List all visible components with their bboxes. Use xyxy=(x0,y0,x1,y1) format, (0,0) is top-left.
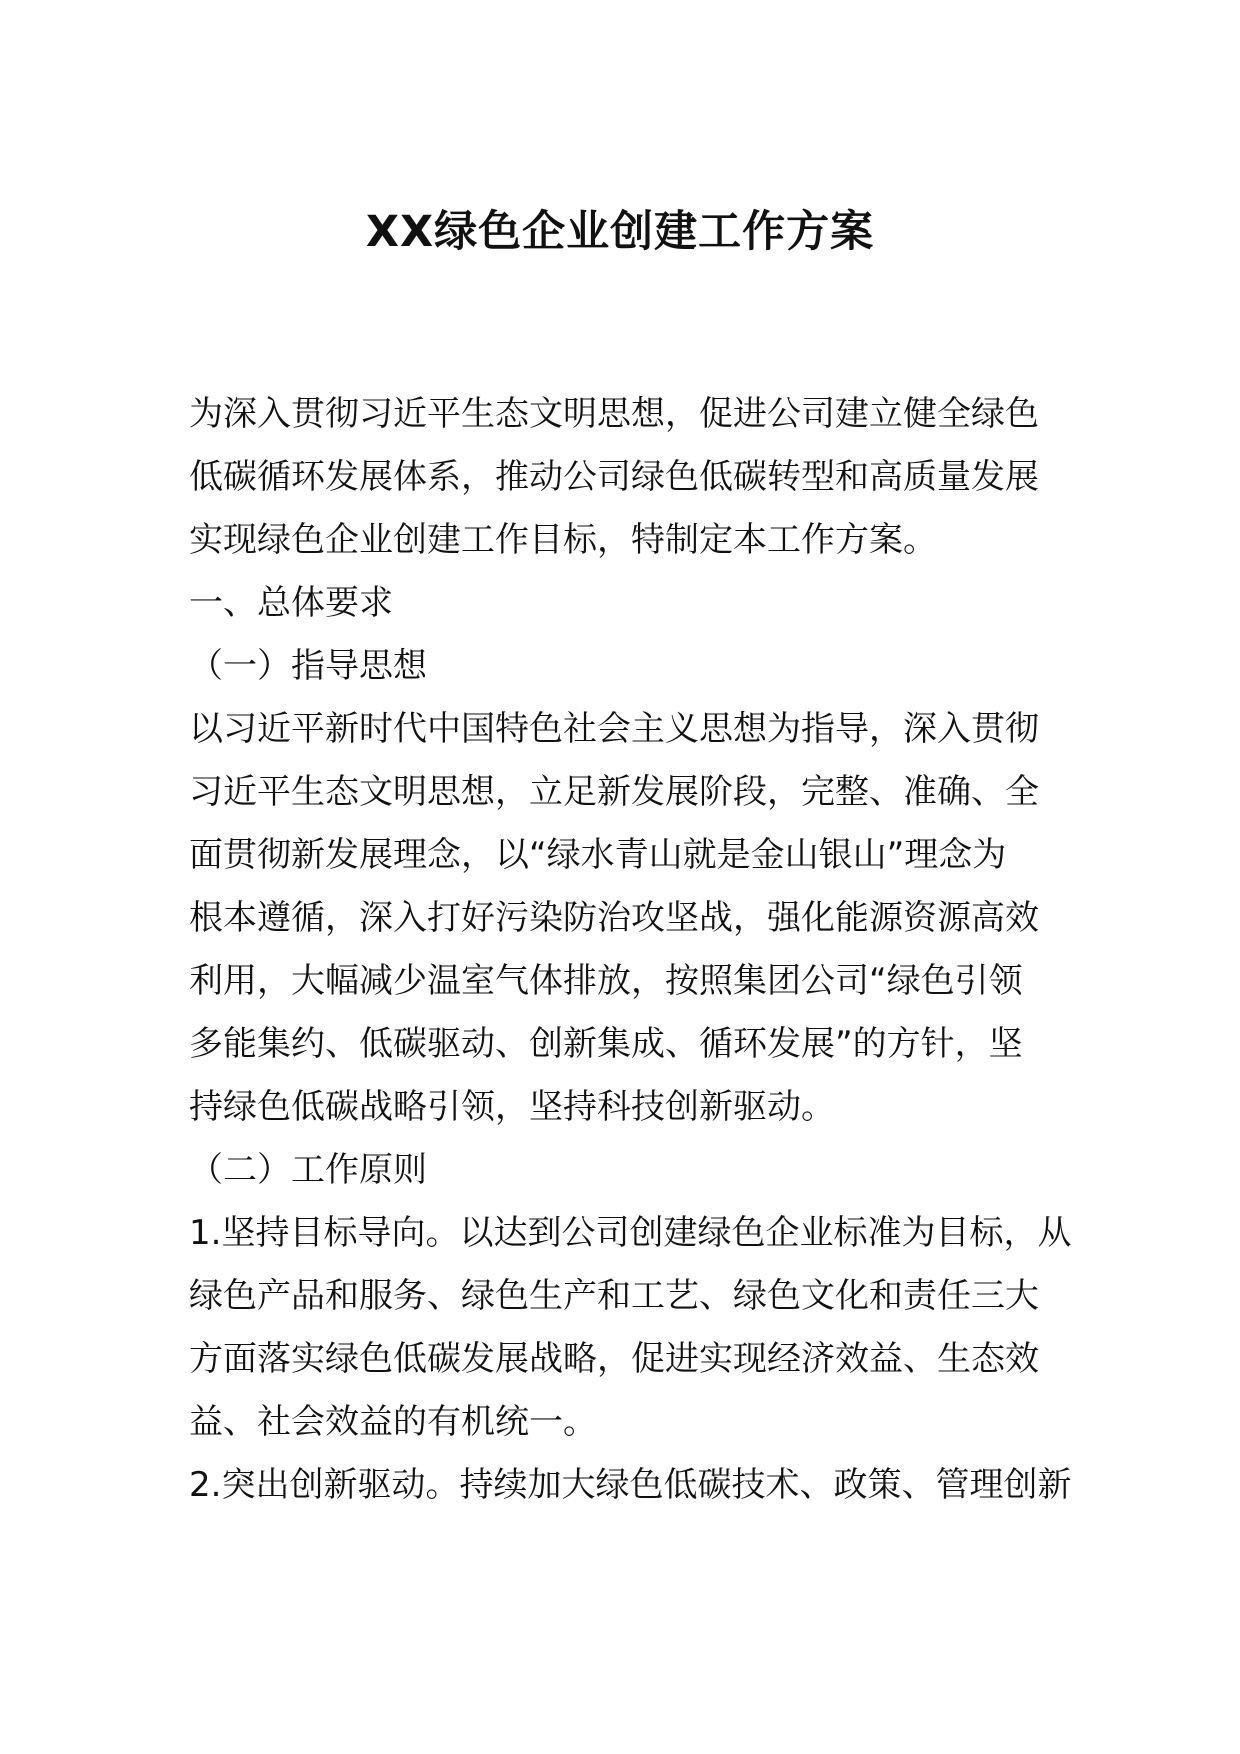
guiding-ideology-line-1: 以习近平新时代中国特色社会主义思想为指导，深入贯彻 xyxy=(189,709,1039,749)
guiding-ideology-line-3: 面贯彻新发展理念，以“绿水青山就是金山银山”理念为 xyxy=(189,835,1007,875)
subsection-heading-work-principles: （二）工作原则 xyxy=(189,1150,427,1190)
principle-1-line-1: 1.坚持目标导向。以达到公司创建绿色企业标准为目标，从 xyxy=(189,1213,1072,1253)
principle-2-line-1: 2.突出创新驱动。持续加大绿色低碳技术、政策、管理创新 xyxy=(189,1465,1072,1505)
intro-line-2: 低碳循环发展体系，推动公司绿色低碳转型和高质量发展 xyxy=(189,457,1039,497)
guiding-ideology-line-4: 根本遵循，深入打好污染防治攻坚战，强化能源资源高效 xyxy=(189,898,1039,938)
subsection-heading-guiding-ideology: （一）指导思想 xyxy=(189,646,427,686)
intro-line-1: 为深入贯彻习近平生态文明思想，促进公司建立健全绿色 xyxy=(189,394,1039,434)
guiding-ideology-line-7: 持绿色低碳战略引领，坚持科技创新驱动。 xyxy=(189,1087,835,1127)
document-title: XX绿色企业创建工作方案 xyxy=(365,207,875,257)
guiding-ideology-line-5: 利用，大幅减少温室气体排放，按照集团公司“绿色引领 xyxy=(189,961,1023,1001)
guiding-ideology-line-2: 习近平生态文明思想，立足新发展阶段，完整、准确、全 xyxy=(189,772,1039,812)
intro-line-3: 实现绿色企业创建工作目标，特制定本工作方案。 xyxy=(189,520,937,560)
principle-1-line-3: 方面落实绿色低碳发展战略，促进实现经济效益、生态效 xyxy=(189,1339,1039,1379)
section-heading-overall-requirements: 一、总体要求 xyxy=(189,583,393,623)
principle-1-line-2: 绿色产品和服务、绿色生产和工艺、绿色文化和责任三大 xyxy=(189,1276,1039,1316)
principle-1-line-4: 益、社会效益的有机统一。 xyxy=(189,1402,597,1442)
guiding-ideology-line-6: 多能集约、低碳驱动、创新集成、循环发展”的方针，坚 xyxy=(189,1024,1023,1064)
